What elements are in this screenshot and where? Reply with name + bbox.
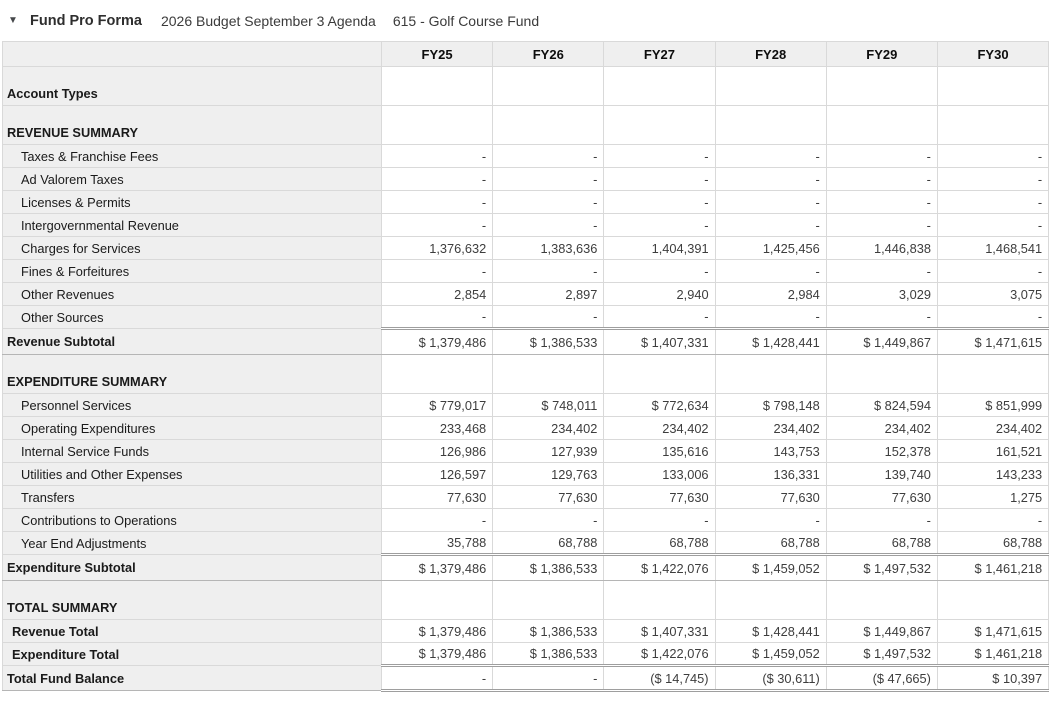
cell-fy26: $ 1,386,533 [493, 620, 604, 643]
cell-fy30 [937, 581, 1048, 620]
cell-fy27 [604, 67, 715, 106]
cell-fy30: 1,468,541 [937, 237, 1048, 260]
cell-fy28: - [715, 191, 826, 214]
cell-fy27: $ 1,422,076 [604, 555, 715, 581]
row-label: Intergovernmental Revenue [3, 214, 382, 237]
cell-fy25: - [382, 191, 493, 214]
row-label: Year End Adjustments [3, 532, 382, 555]
row-year-end-adjustments [3, 532, 1049, 555]
cell-fy26: $ 1,386,533 [493, 329, 604, 355]
cell-fy30: $ 1,471,615 [937, 620, 1048, 643]
report-title: Fund Pro Forma [30, 12, 142, 29]
cell-fy30: 68,788 [937, 532, 1048, 555]
cell-fy27: - [604, 509, 715, 532]
cell-fy30: - [937, 168, 1048, 191]
row-label: Operating Expenditures [3, 417, 382, 440]
cell-fy30: - [937, 191, 1048, 214]
cell-fy27: 2,940 [604, 283, 715, 306]
cell-fy26: 77,630 [493, 486, 604, 509]
budget-name: 2026 Budget September 3 Agenda [160, 12, 376, 29]
cell-fy29 [826, 67, 937, 106]
cell-fy26: - [493, 168, 604, 191]
cell-fy27: $ 1,407,331 [604, 329, 715, 355]
cell-fy25: $ 1,379,486 [382, 329, 493, 355]
cell-fy27: - [604, 191, 715, 214]
cell-fy30 [937, 355, 1048, 394]
cell-fy29: $ 1,497,532 [826, 555, 937, 581]
cell-fy29: - [826, 191, 937, 214]
cell-fy28 [715, 581, 826, 620]
cell-fy28: 1,425,456 [715, 237, 826, 260]
cell-fy25: $ 779,017 [382, 394, 493, 417]
column-header-fy30: FY30 [937, 42, 1048, 67]
cell-fy26: 234,402 [493, 417, 604, 440]
cell-fy30 [937, 106, 1048, 145]
cell-fy25 [382, 581, 493, 620]
cell-fy26 [493, 106, 604, 145]
cell-fy27: - [604, 145, 715, 168]
cell-fy26: - [493, 666, 604, 691]
row-licenses-permits [3, 191, 1049, 214]
cell-fy28: 136,331 [715, 463, 826, 486]
cell-fy28 [715, 355, 826, 394]
cell-fy29: $ 824,594 [826, 394, 937, 417]
cell-fy30: 3,075 [937, 283, 1048, 306]
row-label: Utilities and Other Expenses [3, 463, 382, 486]
cell-fy30: 1,275 [937, 486, 1048, 509]
row-label: Internal Service Funds [3, 440, 382, 463]
cell-fy27: 133,006 [604, 463, 715, 486]
column-header-fy26: FY26 [493, 42, 604, 67]
cell-fy26: 129,763 [493, 463, 604, 486]
row-account-types [3, 67, 1049, 106]
row-personnel-services [3, 394, 1049, 417]
cell-fy28 [715, 67, 826, 106]
cell-fy28: - [715, 214, 826, 237]
column-header-fy29: FY29 [826, 42, 937, 67]
row-label: REVENUE SUMMARY [3, 106, 382, 145]
cell-fy26: - [493, 260, 604, 283]
cell-fy26: 127,939 [493, 440, 604, 463]
row-label: Account Types [3, 67, 382, 106]
cell-fy28: - [715, 509, 826, 532]
row-label: Licenses & Permits [3, 191, 382, 214]
cell-fy27: 234,402 [604, 417, 715, 440]
cell-fy25: $ 1,379,486 [382, 620, 493, 643]
row-other-sources [3, 306, 1049, 329]
fund-name: 615 - Golf Course Fund [392, 12, 540, 29]
row-label: Transfers [3, 486, 382, 509]
row-charges-for-services [3, 237, 1049, 260]
row-label: Fines & Forfeitures [3, 260, 382, 283]
cell-fy29: 139,740 [826, 463, 937, 486]
row-total-fund-balance [3, 666, 1049, 691]
row-contributions-to-operations [3, 509, 1049, 532]
cell-fy27: - [604, 214, 715, 237]
row-operating-expenditures [3, 417, 1049, 440]
cell-fy26: 1,383,636 [493, 237, 604, 260]
cell-fy25: - [382, 260, 493, 283]
cell-fy30: 143,233 [937, 463, 1048, 486]
cell-fy28: - [715, 306, 826, 329]
cell-fy27: 1,404,391 [604, 237, 715, 260]
cell-fy28: $ 1,459,052 [715, 555, 826, 581]
cell-fy26: $ 1,386,533 [493, 643, 604, 666]
cell-fy27: - [604, 260, 715, 283]
cell-fy27 [604, 106, 715, 145]
cell-fy27: - [604, 168, 715, 191]
cell-fy25: $ 1,379,486 [382, 555, 493, 581]
collapse-triangle-icon[interactable]: ▼ [8, 14, 18, 26]
cell-fy26: $ 748,011 [493, 394, 604, 417]
cell-fy25 [382, 355, 493, 394]
cell-fy26: 68,788 [493, 532, 604, 555]
cell-fy27: ($ 14,745) [604, 666, 715, 691]
cell-fy29: - [826, 145, 937, 168]
cell-fy25: 126,597 [382, 463, 493, 486]
cell-fy25: - [382, 666, 493, 691]
cell-fy27 [604, 355, 715, 394]
row-label: Expenditure Subtotal [3, 555, 382, 581]
cell-fy25: 1,376,632 [382, 237, 493, 260]
row-label: Revenue Subtotal [3, 329, 382, 355]
cell-fy30: - [937, 145, 1048, 168]
column-header-row [3, 42, 1049, 67]
cell-fy26: - [493, 306, 604, 329]
cell-fy27: $ 1,407,331 [604, 620, 715, 643]
cell-fy30: $ 1,471,615 [937, 329, 1048, 355]
cell-fy26: - [493, 509, 604, 532]
row-label: TOTAL SUMMARY [3, 581, 382, 620]
cell-fy30: $ 1,461,218 [937, 643, 1048, 666]
cell-fy29: - [826, 260, 937, 283]
cell-fy26 [493, 355, 604, 394]
cell-fy30 [937, 67, 1048, 106]
cell-fy29: 152,378 [826, 440, 937, 463]
row-expenditure-total [3, 643, 1049, 666]
cell-fy28: - [715, 145, 826, 168]
row-label: Other Revenues [3, 283, 382, 306]
cell-fy29: - [826, 306, 937, 329]
row-internal-service-funds [3, 440, 1049, 463]
row-utilities-and-other-expenses [3, 463, 1049, 486]
cell-fy29: 234,402 [826, 417, 937, 440]
corner-cell [3, 42, 382, 67]
cell-fy30: 234,402 [937, 417, 1048, 440]
cell-fy29: $ 1,449,867 [826, 620, 937, 643]
cell-fy28: $ 1,459,052 [715, 643, 826, 666]
cell-fy29: $ 1,497,532 [826, 643, 937, 666]
cell-fy25: 77,630 [382, 486, 493, 509]
column-header-fy28: FY28 [715, 42, 826, 67]
cell-fy25: 233,468 [382, 417, 493, 440]
cell-fy26: 2,897 [493, 283, 604, 306]
cell-fy30: - [937, 214, 1048, 237]
cell-fy30: $ 851,999 [937, 394, 1048, 417]
cell-fy30: - [937, 306, 1048, 329]
cell-fy25: - [382, 214, 493, 237]
row-label: EXPENDITURE SUMMARY [3, 355, 382, 394]
cell-fy25 [382, 67, 493, 106]
cell-fy27: 68,788 [604, 532, 715, 555]
cell-fy25: - [382, 145, 493, 168]
cell-fy30: $ 10,397 [937, 666, 1048, 691]
cell-fy27: 77,630 [604, 486, 715, 509]
row-ad-valorem-taxes [3, 168, 1049, 191]
cell-fy26: - [493, 191, 604, 214]
cell-fy28: $ 798,148 [715, 394, 826, 417]
row-revenue-subtotal [3, 329, 1049, 355]
cell-fy25 [382, 106, 493, 145]
cell-fy25: - [382, 168, 493, 191]
cell-fy27 [604, 581, 715, 620]
cell-fy26: - [493, 214, 604, 237]
cell-fy30: - [937, 509, 1048, 532]
cell-fy28: - [715, 168, 826, 191]
row-label: Personnel Services [3, 394, 382, 417]
pro-forma-table [2, 41, 1049, 692]
row-intergovernmental-revenue [3, 214, 1049, 237]
cell-fy27: $ 772,634 [604, 394, 715, 417]
row-label: Charges for Services [3, 237, 382, 260]
cell-fy25: 35,788 [382, 532, 493, 555]
cell-fy28: ($ 30,611) [715, 666, 826, 691]
row-expenditure-summary [3, 355, 1049, 394]
row-other-revenues [3, 283, 1049, 306]
cell-fy29: - [826, 214, 937, 237]
cell-fy26: - [493, 145, 604, 168]
column-header-fy25: FY25 [382, 42, 493, 67]
row-taxes-franchise-fees [3, 145, 1049, 168]
row-label: Taxes & Franchise Fees [3, 145, 382, 168]
cell-fy29: 77,630 [826, 486, 937, 509]
cell-fy29 [826, 106, 937, 145]
row-revenue-total [3, 620, 1049, 643]
cell-fy28: 143,753 [715, 440, 826, 463]
cell-fy25: - [382, 509, 493, 532]
cell-fy29: ($ 47,665) [826, 666, 937, 691]
row-transfers [3, 486, 1049, 509]
row-label: Contributions to Operations [3, 509, 382, 532]
cell-fy29 [826, 581, 937, 620]
cell-fy25: 126,986 [382, 440, 493, 463]
cell-fy25: 2,854 [382, 283, 493, 306]
row-fines-forfeitures [3, 260, 1049, 283]
cell-fy28: $ 1,428,441 [715, 329, 826, 355]
row-total-summary [3, 581, 1049, 620]
cell-fy29: $ 1,449,867 [826, 329, 937, 355]
cell-fy26: $ 1,386,533 [493, 555, 604, 581]
row-label: Ad Valorem Taxes [3, 168, 382, 191]
cell-fy29: 68,788 [826, 532, 937, 555]
cell-fy26 [493, 67, 604, 106]
cell-fy28: 234,402 [715, 417, 826, 440]
cell-fy30: $ 1,461,218 [937, 555, 1048, 581]
cell-fy30: 161,521 [937, 440, 1048, 463]
cell-fy26 [493, 581, 604, 620]
row-label: Total Fund Balance [3, 666, 382, 691]
cell-fy28: - [715, 260, 826, 283]
column-header-fy27: FY27 [604, 42, 715, 67]
cell-fy28: $ 1,428,441 [715, 620, 826, 643]
cell-fy27: 135,616 [604, 440, 715, 463]
cell-fy29: 1,446,838 [826, 237, 937, 260]
cell-fy27: - [604, 306, 715, 329]
cell-fy29: - [826, 509, 937, 532]
cell-fy28: 68,788 [715, 532, 826, 555]
cell-fy28 [715, 106, 826, 145]
row-revenue-summary [3, 106, 1049, 145]
cell-fy27: $ 1,422,076 [604, 643, 715, 666]
cell-fy28: 2,984 [715, 283, 826, 306]
cell-fy29 [826, 355, 937, 394]
row-expenditure-subtotal [3, 555, 1049, 581]
row-label: Other Sources [3, 306, 382, 329]
cell-fy29: 3,029 [826, 283, 937, 306]
cell-fy29: - [826, 168, 937, 191]
cell-fy28: 77,630 [715, 486, 826, 509]
cell-fy25: - [382, 306, 493, 329]
fund-pro-forma-header [0, 0, 1055, 41]
cell-fy30: - [937, 260, 1048, 283]
row-label: Expenditure Total [3, 643, 382, 666]
cell-fy25: $ 1,379,486 [382, 643, 493, 666]
row-label: Revenue Total [3, 620, 382, 643]
